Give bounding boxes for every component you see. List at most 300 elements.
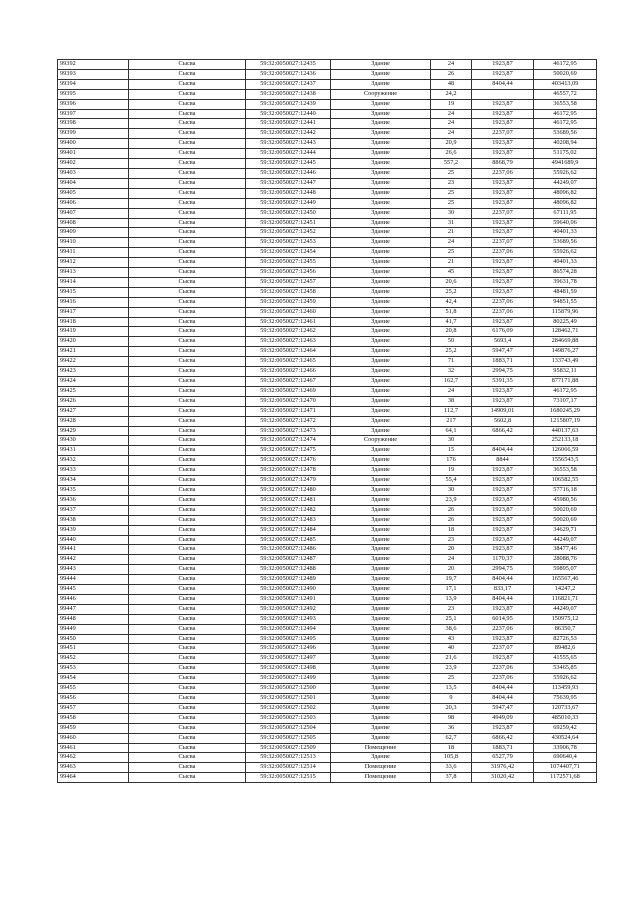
cell-cadastral-number: 59:32:0050027:12436 xyxy=(246,69,331,79)
cell-area: 50 xyxy=(431,337,472,347)
cell-cadastral-number: 59:32:0050027:12463 xyxy=(246,337,331,347)
cell-cadastral-value: 57716,18 xyxy=(534,485,597,495)
table-row xyxy=(58,535,597,545)
cell-object-type: Здание xyxy=(331,713,431,723)
cell-locality: Сысва xyxy=(129,208,246,218)
table-row xyxy=(58,357,597,367)
cell-area: 25,1 xyxy=(431,614,472,624)
table-row xyxy=(58,99,597,109)
table-row xyxy=(58,168,597,178)
cell-object-type: Здание xyxy=(331,188,431,198)
cell-unit-value: 2237,07 xyxy=(472,129,534,139)
cell-unit-value: 1923,87 xyxy=(472,525,534,535)
cell-cadastral-number: 59:32:0050027:12471 xyxy=(246,406,331,416)
cell-locality: Сысва xyxy=(129,515,246,525)
cell-locality: Сысва xyxy=(129,99,246,109)
cell-record-number: 99451 xyxy=(58,644,129,654)
cell-record-number: 99400 xyxy=(58,139,129,149)
cell-area: 21 xyxy=(431,228,472,238)
table-row xyxy=(58,594,597,604)
cell-cadastral-value: 252133,18 xyxy=(534,436,597,446)
cell-record-number: 99415 xyxy=(58,287,129,297)
cell-unit-value: 8868,79 xyxy=(472,159,534,169)
cell-record-number: 99444 xyxy=(58,575,129,585)
cell-area: 557,2 xyxy=(431,159,472,169)
cell-record-number: 99412 xyxy=(58,258,129,268)
cell-unit-value: 1923,87 xyxy=(472,69,534,79)
table-row xyxy=(58,188,597,198)
cell-locality: Сысва xyxy=(129,624,246,634)
cell-cadastral-number: 59:32:0050027:12515 xyxy=(246,773,331,783)
cell-unit-value: 1923,87 xyxy=(472,287,534,297)
cell-area: 51,8 xyxy=(431,307,472,317)
table-row xyxy=(58,723,597,733)
cell-object-type: Здание xyxy=(331,426,431,436)
table-row xyxy=(58,565,597,575)
cell-area: 55,4 xyxy=(431,476,472,486)
cell-record-number: 99438 xyxy=(58,515,129,525)
cell-locality: Сысва xyxy=(129,525,246,535)
cell-unit-value: 2237,06 xyxy=(472,624,534,634)
table-row xyxy=(58,307,597,317)
cell-locality: Сысва xyxy=(129,753,246,763)
cell-record-number: 99436 xyxy=(58,495,129,505)
cell-cadastral-value: 50020,69 xyxy=(534,515,597,525)
cell-unit-value: 2237,06 xyxy=(472,674,534,684)
cell-locality: Сысва xyxy=(129,79,246,89)
cell-locality: Сысва xyxy=(129,694,246,704)
cell-object-type: Здание xyxy=(331,377,431,387)
cell-area: 37,8 xyxy=(431,773,472,783)
cell-object-type: Здание xyxy=(331,327,431,337)
cell-locality: Сысва xyxy=(129,188,246,198)
cell-cadastral-number: 59:32:0050027:12479 xyxy=(246,476,331,486)
cell-area: 23 xyxy=(431,604,472,614)
cell-cadastral-value: 48096,82 xyxy=(534,188,597,198)
cell-record-number: 99440 xyxy=(58,535,129,545)
cell-record-number: 99459 xyxy=(58,723,129,733)
cell-cadastral-number: 59:32:0050027:12448 xyxy=(246,188,331,198)
cell-record-number: 99393 xyxy=(58,69,129,79)
cell-unit-value: 14909,01 xyxy=(472,406,534,416)
cell-locality: Сысва xyxy=(129,426,246,436)
cell-area: 20 xyxy=(431,565,472,575)
cell-area: 9 xyxy=(431,694,472,704)
table-row xyxy=(58,327,597,337)
cell-locality: Сысва xyxy=(129,466,246,476)
cell-area: 24 xyxy=(431,555,472,565)
cell-unit-value: 1923,87 xyxy=(472,178,534,188)
cell-record-number: 99396 xyxy=(58,99,129,109)
table-row xyxy=(58,575,597,585)
cell-unit-value: 6014,95 xyxy=(472,614,534,624)
cell-cadastral-number: 59:32:0050027:12487 xyxy=(246,555,331,565)
cell-area: 19 xyxy=(431,466,472,476)
cell-object-type: Здание xyxy=(331,634,431,644)
cell-cadastral-number: 59:32:0050027:12493 xyxy=(246,614,331,624)
cell-locality: Сысва xyxy=(129,139,246,149)
cell-cadastral-number: 59:32:0050027:12444 xyxy=(246,149,331,159)
cell-cadastral-value: 89482,6 xyxy=(534,644,597,654)
table-row xyxy=(58,60,597,70)
cell-locality: Сысва xyxy=(129,357,246,367)
cell-record-number: 99424 xyxy=(58,377,129,387)
cell-locality: Сысва xyxy=(129,396,246,406)
cell-area: 23,9 xyxy=(431,495,472,505)
cell-record-number: 99464 xyxy=(58,773,129,783)
cell-object-type: Сооружение xyxy=(331,89,431,99)
cell-cadastral-number: 59:32:0050027:12482 xyxy=(246,505,331,515)
cell-cadastral-value: 284669,88 xyxy=(534,337,597,347)
cell-object-type: Здание xyxy=(331,208,431,218)
table-row xyxy=(58,89,597,99)
cell-area: 19 xyxy=(431,99,472,109)
cell-cadastral-number: 59:32:0050027:12470 xyxy=(246,396,331,406)
table-row xyxy=(58,525,597,535)
cell-cadastral-value: 4941689,9 xyxy=(534,159,597,169)
cell-object-type: Здание xyxy=(331,218,431,228)
cell-unit-value: 2237,06 xyxy=(472,168,534,178)
cell-cadastral-value: 82726,53 xyxy=(534,634,597,644)
cell-locality: Сысва xyxy=(129,535,246,545)
cell-cadastral-number: 59:32:0050027:12481 xyxy=(246,495,331,505)
cell-cadastral-number: 59:32:0050027:12445 xyxy=(246,159,331,169)
cell-cadastral-value: 1680245,29 xyxy=(534,406,597,416)
cell-locality: Сысва xyxy=(129,178,246,188)
cell-unit-value: 1923,87 xyxy=(472,535,534,545)
cell-object-type: Здание xyxy=(331,248,431,258)
cell-area: 71 xyxy=(431,357,472,367)
cell-object-type: Здание xyxy=(331,505,431,515)
cell-object-type: Здание xyxy=(331,159,431,169)
cell-object-type: Здание xyxy=(331,446,431,456)
cell-unit-value: 1923,87 xyxy=(472,60,534,70)
cell-record-number: 99404 xyxy=(58,178,129,188)
cell-area: 25 xyxy=(431,248,472,258)
cell-unit-value xyxy=(472,436,534,446)
cell-unit-value: 1923,87 xyxy=(472,466,534,476)
cell-object-type: Здание xyxy=(331,119,431,129)
table-row xyxy=(58,277,597,287)
cell-cadastral-value: 44249,07 xyxy=(534,604,597,614)
cell-object-type: Здание xyxy=(331,684,431,694)
cadastral-value-table xyxy=(57,59,597,783)
table-row xyxy=(58,515,597,525)
cell-cadastral-value: 50020,69 xyxy=(534,69,597,79)
cell-locality: Сысва xyxy=(129,337,246,347)
cell-object-type: Здание xyxy=(331,723,431,733)
cell-record-number: 99447 xyxy=(58,604,129,614)
cell-object-type: Здание xyxy=(331,654,431,664)
cell-cadastral-number: 59:32:0050027:12480 xyxy=(246,485,331,495)
cell-record-number: 99394 xyxy=(58,79,129,89)
cell-record-number: 99448 xyxy=(58,614,129,624)
cell-area: 32 xyxy=(431,367,472,377)
cell-unit-value: 1923,87 xyxy=(472,654,534,664)
cell-cadastral-number: 59:32:0050027:12509 xyxy=(246,743,331,753)
cell-record-number: 99392 xyxy=(58,60,129,70)
table-row xyxy=(58,545,597,555)
cell-cadastral-number: 59:32:0050027:12495 xyxy=(246,634,331,644)
cell-cadastral-number: 59:32:0050027:12440 xyxy=(246,109,331,119)
cell-area: 23,9 xyxy=(431,664,472,674)
cell-area: 24 xyxy=(431,238,472,248)
cell-cadastral-number: 59:32:0050027:12449 xyxy=(246,198,331,208)
cell-cadastral-value: 67111,95 xyxy=(534,208,597,218)
table-row xyxy=(58,228,597,238)
cell-unit-value: 2237,06 xyxy=(472,248,534,258)
table-row xyxy=(58,416,597,426)
cell-record-number: 99407 xyxy=(58,208,129,218)
table-row xyxy=(58,664,597,674)
cell-unit-value: 2237,07 xyxy=(472,208,534,218)
cell-record-number: 99439 xyxy=(58,525,129,535)
cell-cadastral-value: 150975,12 xyxy=(534,614,597,624)
cell-unit-value: 1923,87 xyxy=(472,515,534,525)
cell-unit-value: 5947,47 xyxy=(472,703,534,713)
cell-locality: Сысва xyxy=(129,248,246,258)
cell-record-number: 99425 xyxy=(58,386,129,396)
cell-area: 18 xyxy=(431,743,472,753)
cell-unit-value: 1923,87 xyxy=(472,109,534,119)
cell-cadastral-value: 1172571,68 xyxy=(534,773,597,783)
cell-locality: Сысва xyxy=(129,505,246,515)
cell-unit-value: 5391,35 xyxy=(472,377,534,387)
cell-cadastral-number: 59:32:0050027:12441 xyxy=(246,119,331,129)
cell-locality: Сысва xyxy=(129,565,246,575)
cell-object-type: Здание xyxy=(331,416,431,426)
cell-locality: Сысва xyxy=(129,149,246,159)
cell-locality: Сысва xyxy=(129,367,246,377)
cell-object-type: Здание xyxy=(331,476,431,486)
cell-cadastral-number: 59:32:0050027:12488 xyxy=(246,565,331,575)
cell-object-type: Здание xyxy=(331,317,431,327)
cell-object-type: Здание xyxy=(331,129,431,139)
cell-locality: Сысва xyxy=(129,119,246,129)
table-row xyxy=(58,198,597,208)
table-row xyxy=(58,426,597,436)
cell-unit-value: 1923,87 xyxy=(472,634,534,644)
cell-cadastral-number: 59:32:0050027:12447 xyxy=(246,178,331,188)
cell-record-number: 99449 xyxy=(58,624,129,634)
cell-area: 13,5 xyxy=(431,684,472,694)
table-row xyxy=(58,644,597,654)
cell-area: 112,7 xyxy=(431,406,472,416)
cell-cadastral-number: 59:32:0050027:12494 xyxy=(246,624,331,634)
cell-cadastral-number: 59:32:0050027:12435 xyxy=(246,60,331,70)
cell-area: 25 xyxy=(431,674,472,684)
cell-locality: Сысва xyxy=(129,585,246,595)
table-row xyxy=(58,505,597,515)
cell-object-type: Здание xyxy=(331,168,431,178)
cell-area: 15 xyxy=(431,446,472,456)
cell-object-type: Помещение xyxy=(331,773,431,783)
cell-area: 25,2 xyxy=(431,287,472,297)
cell-area: 18 xyxy=(431,525,472,535)
cell-area: 20,8 xyxy=(431,327,472,337)
cell-cadastral-value: 33906,78 xyxy=(534,743,597,753)
table-row xyxy=(58,79,597,89)
cell-unit-value: 1923,87 xyxy=(472,277,534,287)
cell-object-type: Сооружение xyxy=(331,436,431,446)
cell-locality: Сысва xyxy=(129,674,246,684)
cell-cadastral-value: 106582,55 xyxy=(534,476,597,486)
cell-cadastral-number: 59:32:0050027:12446 xyxy=(246,168,331,178)
cell-object-type: Здание xyxy=(331,466,431,476)
cell-area: 20,6 xyxy=(431,277,472,287)
cell-locality: Сысва xyxy=(129,109,246,119)
cell-record-number: 99463 xyxy=(58,763,129,773)
cell-locality: Сысва xyxy=(129,228,246,238)
cell-unit-value: 1923,87 xyxy=(472,268,534,278)
table-row xyxy=(58,178,597,188)
cell-object-type: Здание xyxy=(331,565,431,575)
cell-unit-value: 2994,75 xyxy=(472,367,534,377)
cell-area: 24 xyxy=(431,129,472,139)
cell-locality: Сысва xyxy=(129,723,246,733)
cell-locality: Сысва xyxy=(129,268,246,278)
cell-area: 19,7 xyxy=(431,575,472,585)
cell-cadastral-value: 44249,07 xyxy=(534,535,597,545)
cell-cadastral-number: 59:32:0050027:12451 xyxy=(246,218,331,228)
cell-cadastral-number: 59:32:0050027:12462 xyxy=(246,327,331,337)
cell-area: 26 xyxy=(431,505,472,515)
table-row xyxy=(58,743,597,753)
cell-locality: Сысва xyxy=(129,327,246,337)
cell-area: 25 xyxy=(431,198,472,208)
table-row xyxy=(58,377,597,387)
cell-cadastral-value: 86350,7 xyxy=(534,624,597,634)
cell-record-number: 99399 xyxy=(58,129,129,139)
cell-locality: Сысва xyxy=(129,664,246,674)
cell-locality: Сысва xyxy=(129,763,246,773)
cell-cadastral-number: 59:32:0050027:12450 xyxy=(246,208,331,218)
cell-object-type: Здание xyxy=(331,485,431,495)
cell-cadastral-number: 59:32:0050027:12439 xyxy=(246,99,331,109)
cell-cadastral-value: 485010,33 xyxy=(534,713,597,723)
cell-locality: Сысва xyxy=(129,495,246,505)
cell-cadastral-number: 59:32:0050027:12467 xyxy=(246,377,331,387)
table-body xyxy=(58,60,597,783)
cell-unit-value: 1170,37 xyxy=(472,555,534,565)
cell-area: 25 xyxy=(431,168,472,178)
cell-record-number: 99402 xyxy=(58,159,129,169)
cell-unit-value: 1883,71 xyxy=(472,743,534,753)
cell-unit-value: 1923,87 xyxy=(472,723,534,733)
cell-cadastral-number: 59:32:0050027:12501 xyxy=(246,694,331,704)
cell-locality: Сысва xyxy=(129,436,246,446)
table-row xyxy=(58,585,597,595)
cell-locality: Сысва xyxy=(129,743,246,753)
cell-cadastral-value: 46172,95 xyxy=(534,60,597,70)
table-row xyxy=(58,347,597,357)
table-row xyxy=(58,139,597,149)
cell-cadastral-value: 69259,42 xyxy=(534,723,597,733)
table-row xyxy=(58,238,597,248)
cell-area: 217 xyxy=(431,416,472,426)
cell-locality: Сысва xyxy=(129,416,246,426)
cell-object-type: Здание xyxy=(331,594,431,604)
cell-cadastral-value: 55926,62 xyxy=(534,248,597,258)
cell-cadastral-value: 403413,09 xyxy=(534,79,597,89)
cell-unit-value: 8404,44 xyxy=(472,694,534,704)
cell-area: 105,8 xyxy=(431,753,472,763)
cell-record-number: 99427 xyxy=(58,406,129,416)
cell-unit-value: 4949,09 xyxy=(472,713,534,723)
cell-cadastral-value: 95832,11 xyxy=(534,367,597,377)
cell-unit-value: 1923,87 xyxy=(472,604,534,614)
cell-record-number: 99431 xyxy=(58,446,129,456)
cell-unit-value: 6527,79 xyxy=(472,753,534,763)
cell-cadastral-number: 59:32:0050027:12459 xyxy=(246,297,331,307)
cell-cadastral-number: 59:32:0050027:12498 xyxy=(246,664,331,674)
table-row xyxy=(58,466,597,476)
cell-area: 33,6 xyxy=(431,763,472,773)
table-row xyxy=(58,406,597,416)
cell-locality: Сысва xyxy=(129,485,246,495)
cell-unit-value: 6176,09 xyxy=(472,327,534,337)
cell-object-type: Здание xyxy=(331,238,431,248)
table-row xyxy=(58,485,597,495)
cell-record-number: 99418 xyxy=(58,317,129,327)
cell-object-type: Здание xyxy=(331,406,431,416)
cell-object-type: Здание xyxy=(331,624,431,634)
cell-record-number: 99450 xyxy=(58,634,129,644)
cell-cadastral-value: 36553,58 xyxy=(534,466,597,476)
cell-cadastral-number: 59:32:0050027:12504 xyxy=(246,723,331,733)
cell-object-type: Здание xyxy=(331,456,431,466)
cell-locality: Сысва xyxy=(129,89,246,99)
cell-cadastral-number: 59:32:0050027:12484 xyxy=(246,525,331,535)
cell-locality: Сысва xyxy=(129,347,246,357)
cell-locality: Сысва xyxy=(129,69,246,79)
cell-unit-value: 1923,87 xyxy=(472,485,534,495)
table-row xyxy=(58,396,597,406)
cell-unit-value: 1883,71 xyxy=(472,357,534,367)
cell-object-type: Здание xyxy=(331,69,431,79)
cell-record-number: 99432 xyxy=(58,456,129,466)
cell-locality: Сысва xyxy=(129,377,246,387)
cell-object-type: Помещение xyxy=(331,743,431,753)
cell-area: 25,2 xyxy=(431,347,472,357)
cell-area: 36 xyxy=(431,723,472,733)
cell-locality: Сысва xyxy=(129,198,246,208)
cell-cadastral-number: 59:32:0050027:12457 xyxy=(246,277,331,287)
table-row xyxy=(58,159,597,169)
cell-cadastral-value: 128462,71 xyxy=(534,327,597,337)
cell-unit-value: 1923,87 xyxy=(472,495,534,505)
cell-locality: Сысва xyxy=(129,258,246,268)
cell-cadastral-value: 48096,82 xyxy=(534,198,597,208)
cell-object-type: Здание xyxy=(331,277,431,287)
cell-record-number: 99422 xyxy=(58,357,129,367)
cell-object-type: Здание xyxy=(331,139,431,149)
table-row xyxy=(58,69,597,79)
cell-locality: Сысва xyxy=(129,238,246,248)
cell-cadastral-value: 690640,4 xyxy=(534,753,597,763)
cell-cadastral-number: 59:32:0050027:12513 xyxy=(246,753,331,763)
cell-locality: Сысва xyxy=(129,297,246,307)
cell-area: 30 xyxy=(431,485,472,495)
cell-object-type: Здание xyxy=(331,535,431,545)
cell-record-number: 99461 xyxy=(58,743,129,753)
cell-object-type: Здание xyxy=(331,585,431,595)
cell-cadastral-number: 59:32:0050027:12497 xyxy=(246,654,331,664)
table-row xyxy=(58,287,597,297)
cell-area: 21 xyxy=(431,258,472,268)
cell-cadastral-number: 59:32:0050027:12489 xyxy=(246,575,331,585)
cell-unit-value: 2237,07 xyxy=(472,238,534,248)
